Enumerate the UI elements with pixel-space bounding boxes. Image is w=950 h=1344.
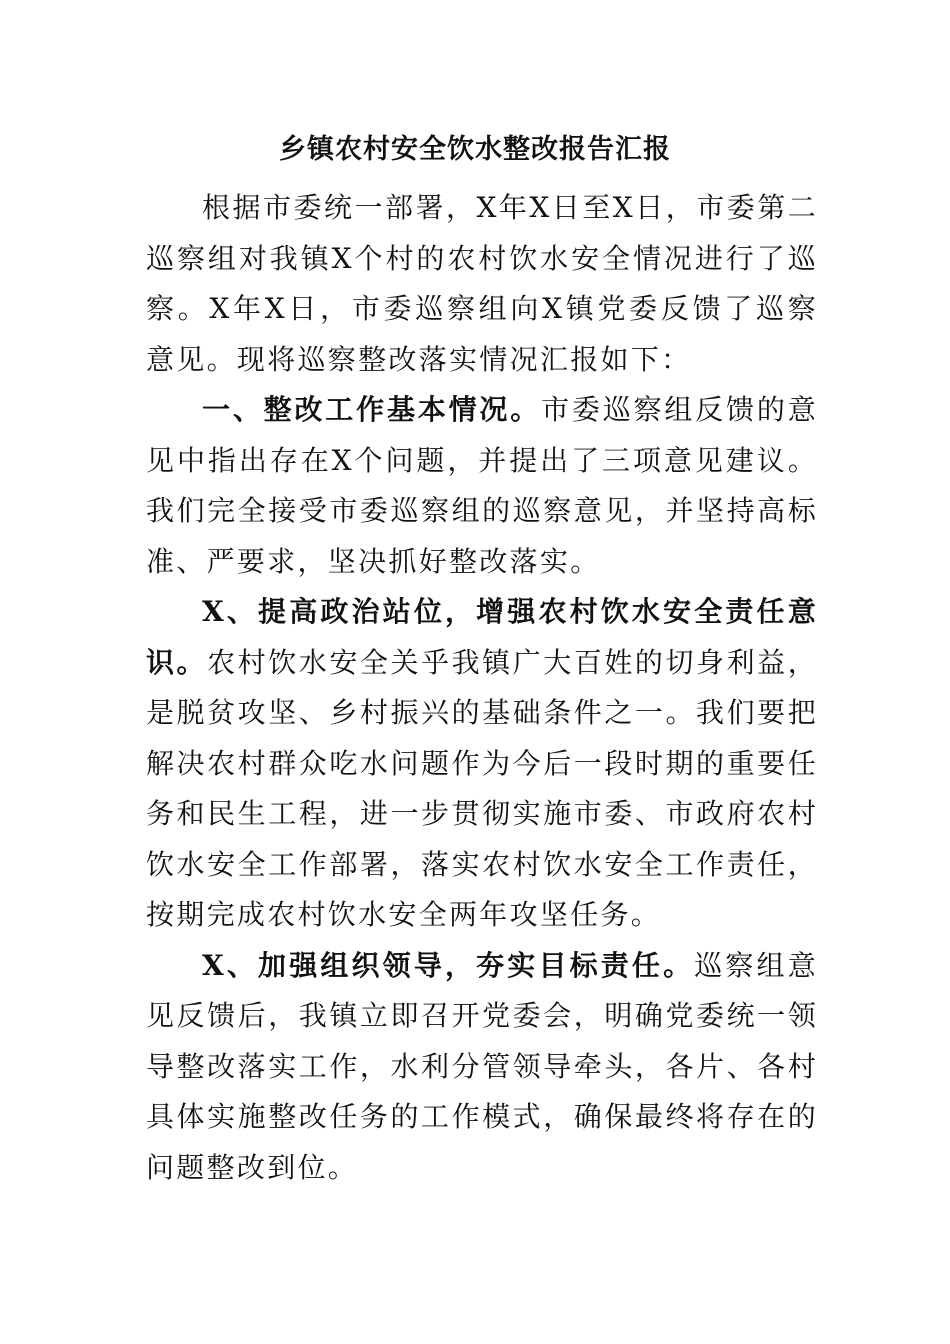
paragraph-intro [146, 183, 818, 385]
paragraph-political-stance [146, 587, 818, 941]
paragraph-text: 农村饮水安全关乎我镇广大百姓的切身利益，是脱贫攻坚、乡村振兴的基础条件之一。我们要把解决农村群众吃水问题作为今后一段时期的重要任务和民生工程，进一步贯彻实施市委、市政府农村饮水安全工作部署，落实农村饮水安全工作责任，按期完成农村饮水安全两年攻坚任务。 [146, 645, 818, 931]
paragraph-lead: X、提高政治站位，增强农村饮水安全责任意识。 [146, 595, 818, 679]
document-title: 乡镇农村安全饮水整改报告汇报 [279, 134, 671, 165]
paragraph-lead: X、加强组织领导，夯实目标责任。 [202, 948, 695, 982]
paragraph-basic-situation [146, 385, 818, 587]
paragraph-text: 市委巡察组反馈的意见中指出存在X个问题，并提出了三项意见建议。我们完全接受市委巡察组的巡察意见，并坚持高标准、严要求，坚决抓好整改落实。 [146, 393, 818, 578]
document-body [146, 183, 818, 1193]
paragraph-lead: 一、整改工作基本情况。 [202, 393, 542, 426]
paragraph-organization [146, 941, 818, 1194]
paragraph-text: 巡察组意见反馈后，我镇立即召开党委会，明确党委统一领导整改落实工作，水利分管领导牵头，各片、各村具体实施整改任务的工作模式，确保最终将存在的问题整改到位。 [146, 948, 819, 1184]
paragraph-text: 根据市委统一部署，X年X日至X日，市委第二巡察组对我镇X个村的农村饮水安全情况进行了巡察。X年X日，市委巡察组向X镇党委反馈了巡察意见。现将巡察整改落实情况汇报如下： [146, 191, 818, 376]
